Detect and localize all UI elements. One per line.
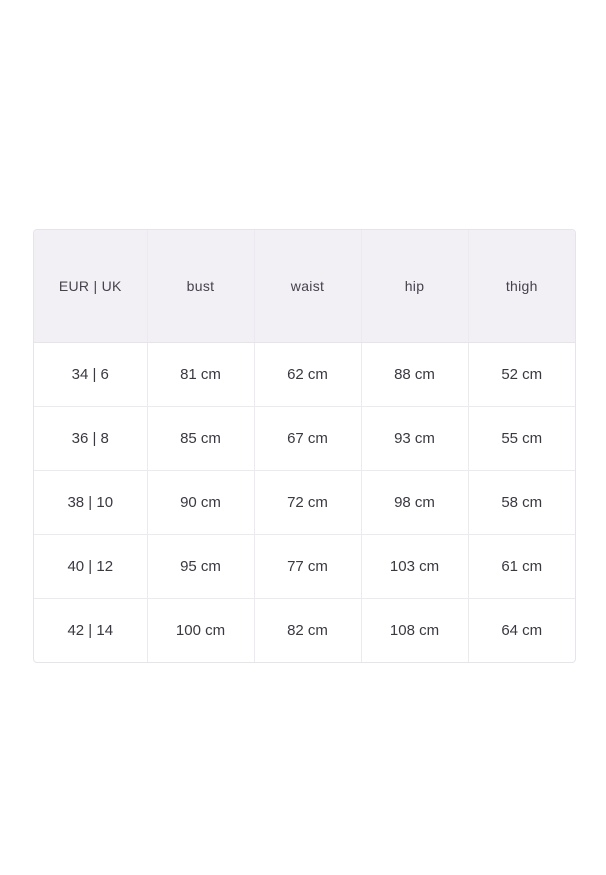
- column-header-bust: bust: [147, 230, 254, 343]
- cell-hip: 93 cm: [361, 407, 468, 471]
- cell-waist: 77 cm: [254, 535, 361, 599]
- column-header-hip: hip: [361, 230, 468, 343]
- cell-bust: 90 cm: [147, 471, 254, 535]
- cell-size: 34 | 6: [34, 343, 147, 407]
- cell-thigh: 58 cm: [468, 471, 575, 535]
- cell-waist: 72 cm: [254, 471, 361, 535]
- cell-bust: 100 cm: [147, 599, 254, 663]
- size-chart-table: [34, 230, 575, 662]
- cell-hip: 88 cm: [361, 343, 468, 407]
- cell-waist: 82 cm: [254, 599, 361, 663]
- cell-hip: 98 cm: [361, 471, 468, 535]
- cell-thigh: 52 cm: [468, 343, 575, 407]
- cell-bust: 81 cm: [147, 343, 254, 407]
- column-header-thigh: thigh: [468, 230, 575, 343]
- cell-thigh: 61 cm: [468, 535, 575, 599]
- cell-size: 36 | 8: [34, 407, 147, 471]
- cell-bust: 95 cm: [147, 535, 254, 599]
- table-row: [34, 599, 575, 663]
- cell-hip: 103 cm: [361, 535, 468, 599]
- table-header: [34, 230, 575, 343]
- cell-thigh: 64 cm: [501, 622, 543, 639]
- table-row: [34, 407, 575, 471]
- table-row: [34, 343, 575, 407]
- column-header-size: EUR | UK: [34, 230, 147, 343]
- cell-hip: 108 cm: [361, 599, 468, 663]
- cell-thigh: 55 cm: [468, 407, 575, 471]
- table-body: [34, 343, 575, 663]
- cell-waist: 67 cm: [254, 407, 361, 471]
- cell-size: 40 | 12: [34, 535, 147, 599]
- cell-bust: 85 cm: [147, 407, 254, 471]
- cell-waist: 62 cm: [254, 343, 361, 407]
- cell-size: 42 | 14: [34, 599, 147, 663]
- cell-size: 38 | 10: [34, 471, 147, 535]
- size-chart-container: [33, 229, 576, 663]
- table-row: [34, 471, 575, 535]
- table-row: [34, 535, 575, 599]
- header-row: [34, 230, 575, 343]
- column-header-waist: waist: [254, 230, 361, 343]
